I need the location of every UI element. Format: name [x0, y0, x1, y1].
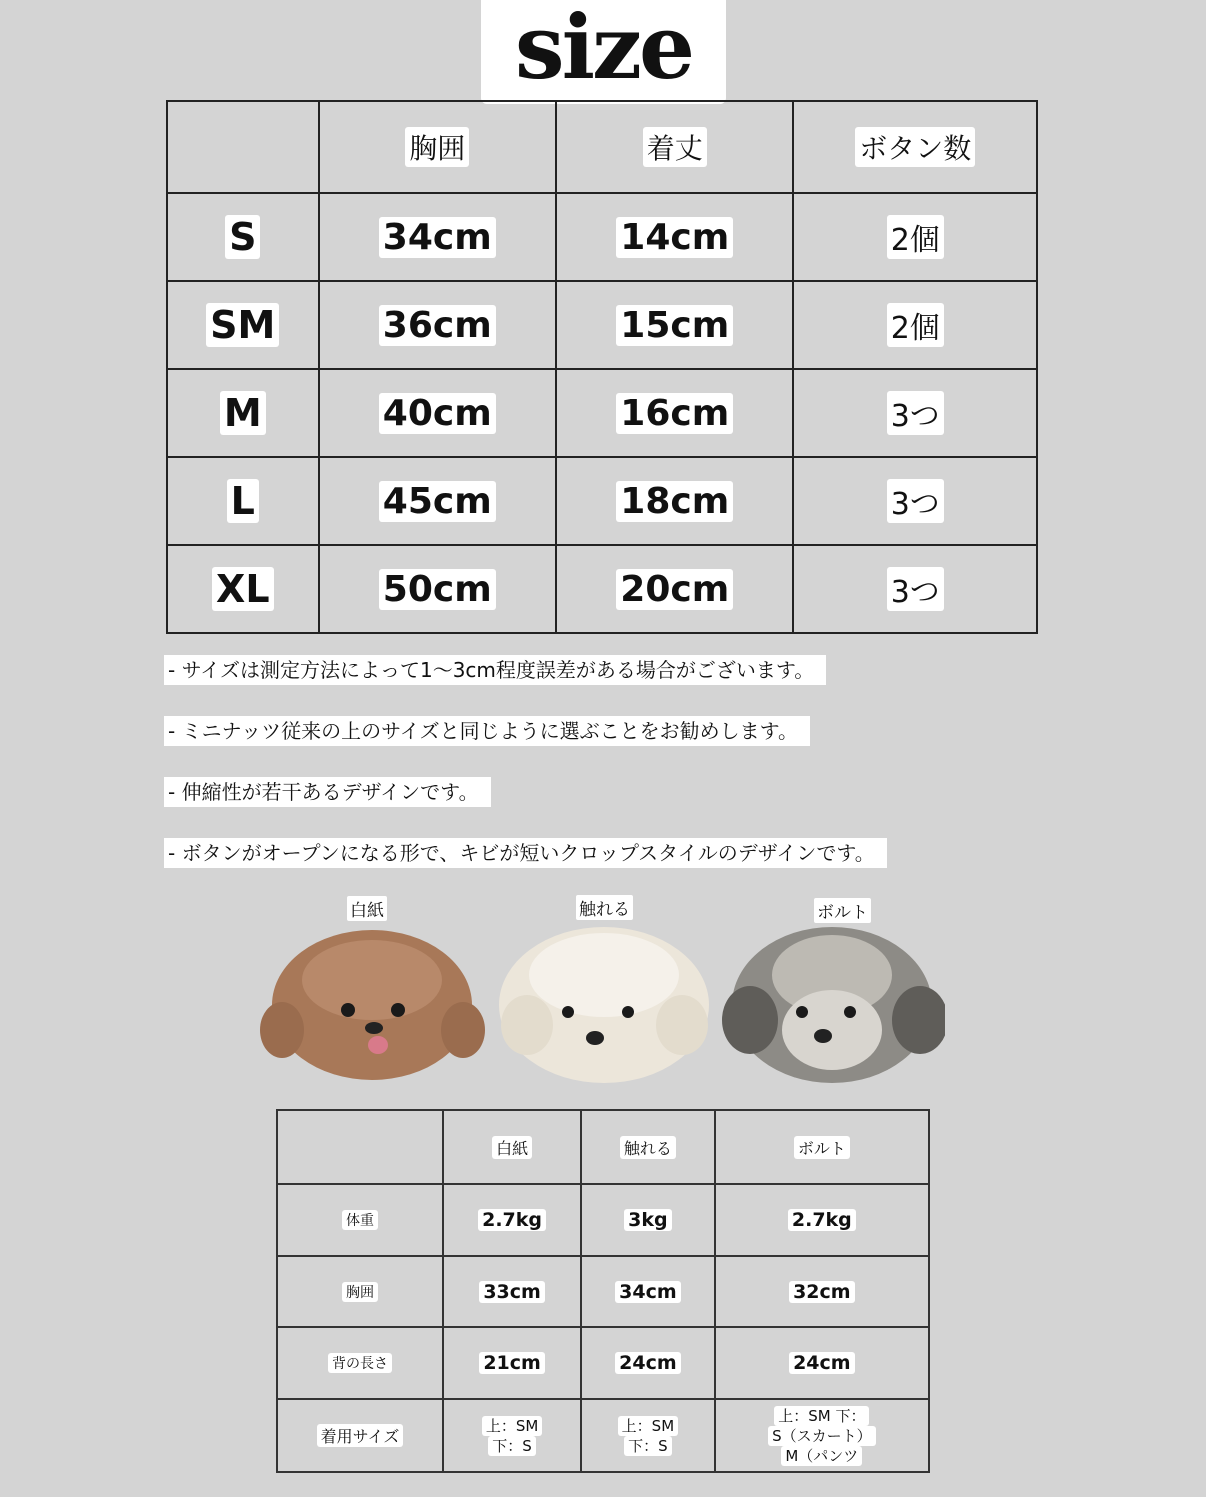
note-size-recommendation: - ミニナッツ従来の上のサイズと同じように選ぶことをお勧めします。 [164, 716, 810, 746]
dog-value-cell: 2.7kg [715, 1184, 929, 1256]
dog-caption-fureru: 触れる [576, 895, 633, 920]
buttons-cell: 3つ [793, 369, 1037, 457]
size-label-cell: XL [167, 545, 319, 633]
page-title: size [515, 0, 692, 99]
dog-value-cell: 21cm [443, 1327, 581, 1399]
dog-caption-boruto: ボルト [814, 898, 871, 923]
dog-photo-fureru [492, 920, 717, 1090]
title-banner [481, 0, 726, 104]
dog-value-cell: 32cm [715, 1256, 929, 1327]
dog-value-cell: 34cm [581, 1256, 715, 1327]
length-cell: 15cm [556, 281, 793, 369]
dog-value-cell: 2.7kg [443, 1184, 581, 1256]
dog-photo-boruto [720, 920, 945, 1090]
model-dog-table [276, 1109, 930, 1473]
chest-cell: 45cm [319, 457, 556, 545]
dog-row-label: 着用サイズ [277, 1399, 443, 1472]
buttons-cell: 3つ [793, 545, 1037, 633]
dog-table-corner-cell [277, 1110, 443, 1184]
size-header-length: 着丈 [556, 101, 793, 193]
dog-header-fureru: 触れる [581, 1110, 715, 1184]
length-cell: 18cm [556, 457, 793, 545]
note-measurement-error: - サイズは測定方法によって1〜3cm程度誤差がある場合がございます。 [164, 655, 826, 685]
dog-row-chest [277, 1256, 929, 1327]
dog-wear-cell: 上：SM 下：S [581, 1399, 715, 1472]
buttons-cell: 2個 [793, 193, 1037, 281]
size-table-corner-cell [167, 101, 319, 193]
note-crop-style: - ボタンがオープンになる形で、キビが短いクロップスタイルのデザインです。 [164, 838, 887, 868]
chest-cell: 34cm [319, 193, 556, 281]
size-row-m [167, 369, 1037, 457]
dog-value-cell: 24cm [581, 1327, 715, 1399]
dog-row-back-length [277, 1327, 929, 1399]
size-row-sm [167, 281, 1037, 369]
length-cell: 14cm [556, 193, 793, 281]
size-header-chest: 胸囲 [319, 101, 556, 193]
dog-wear-cell: 上：SM 下：S [443, 1399, 581, 1472]
dog-row-label: 背の長さ [277, 1327, 443, 1399]
chest-cell: 40cm [319, 369, 556, 457]
dog-row-wear-size [277, 1399, 929, 1472]
dog-row-label: 体重 [277, 1184, 443, 1256]
chest-cell: 36cm [319, 281, 556, 369]
length-cell: 20cm [556, 545, 793, 633]
dog-caption-hakushi: 白紙 [347, 896, 387, 921]
dog-value-cell: 3kg [581, 1184, 715, 1256]
size-row-s [167, 193, 1037, 281]
size-label-cell: L [167, 457, 319, 545]
buttons-cell: 2個 [793, 281, 1037, 369]
dog-row-weight [277, 1184, 929, 1256]
dog-header-hakushi: 白紙 [443, 1110, 581, 1184]
dog-value-cell: 24cm [715, 1327, 929, 1399]
chest-cell: 50cm [319, 545, 556, 633]
buttons-cell: 3つ [793, 457, 1037, 545]
dog-row-label: 胸囲 [277, 1256, 443, 1327]
size-table-header-row [167, 101, 1037, 193]
dog-header-boruto: ボルト [715, 1110, 929, 1184]
size-table [166, 100, 1038, 634]
dog-value-cell: 33cm [443, 1256, 581, 1327]
size-label-cell: M [167, 369, 319, 457]
notes-list [164, 655, 964, 899]
size-label-cell: SM [167, 281, 319, 369]
dog-wear-cell: 上：SM 下： S（スカート） M（パンツ [715, 1399, 929, 1472]
size-header-buttons: ボタン数 [793, 101, 1037, 193]
size-label-cell: S [167, 193, 319, 281]
length-cell: 16cm [556, 369, 793, 457]
dog-table-header-row [277, 1110, 929, 1184]
size-row-l [167, 457, 1037, 545]
size-row-xl [167, 545, 1037, 633]
dog-photos [250, 890, 960, 1100]
dog-photo-hakushi [260, 920, 485, 1090]
note-stretch: - 伸縮性が若干あるデザインです。 [164, 777, 491, 807]
